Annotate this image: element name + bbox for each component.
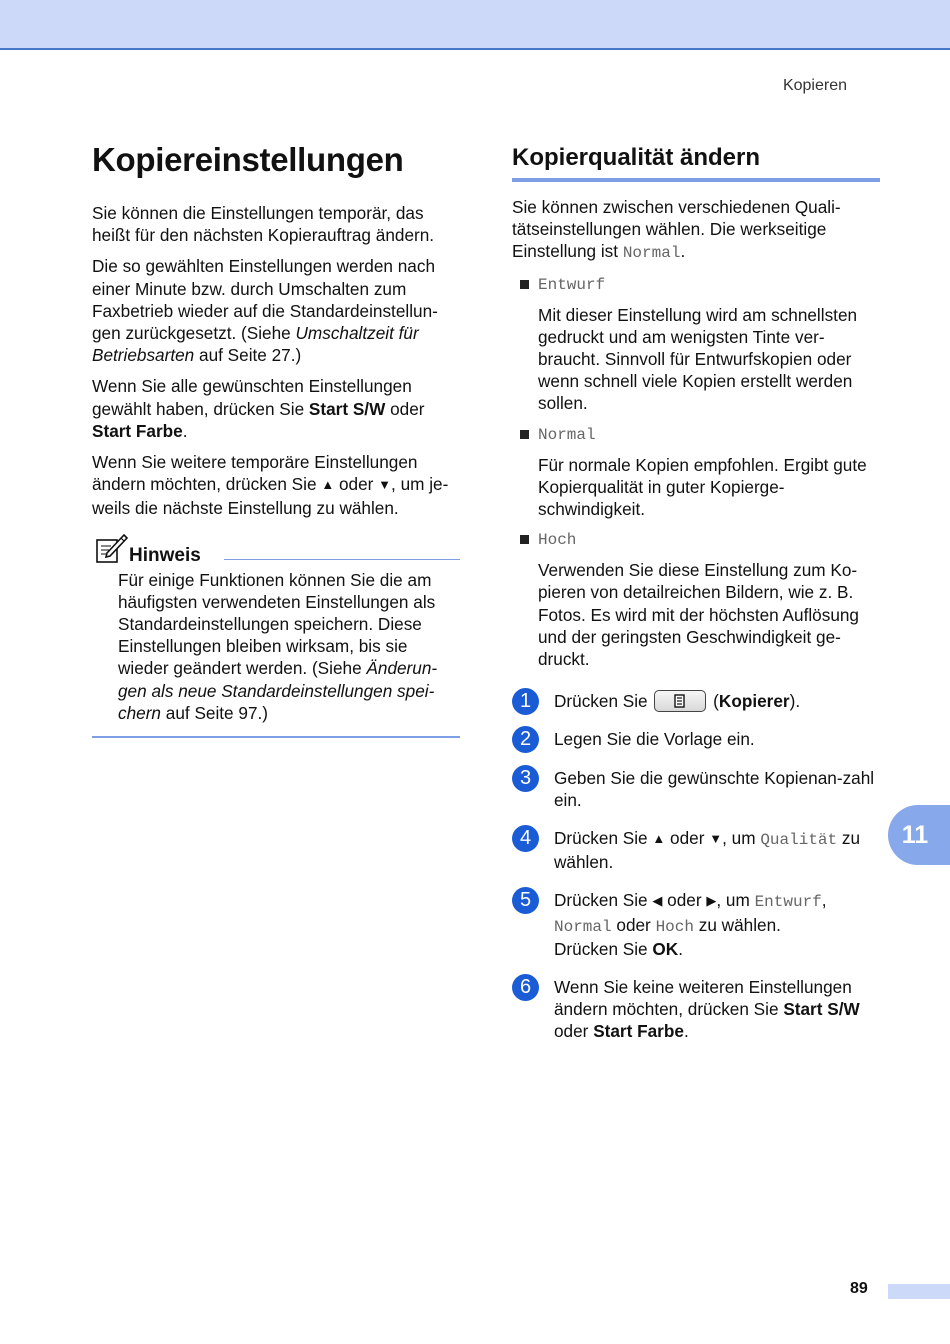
option-normal: Normal	[554, 917, 612, 936]
step-number: 6	[512, 974, 539, 1001]
option-entwurf: Entwurf	[754, 893, 822, 912]
step-text-start: Drücken Sie	[554, 890, 653, 911]
step-period: .	[683, 1021, 689, 1042]
paragraph-4-end: , um je-weils die nächste Einstellung zu wählen.	[92, 474, 449, 519]
option-description: Mit dieser Einstellung wird am schnellsten gedruckt und am wenigsten Tinte ver-braucht. Sinnvoll für Entwurfskopien oder wenn schnell viele Kopien erstellt werden sollen.	[538, 304, 858, 414]
option-item	[512, 529, 880, 670]
key-start-sw: Start S/W	[308, 398, 386, 419]
option-description: Für normale Kopien empfohlen. Ergibt gute Kopierqualität in guter Kopierge-schwindigkeit.	[538, 454, 867, 520]
step-text-end: zu wählen.	[554, 828, 861, 873]
page-number: 89	[850, 1280, 868, 1297]
paragraph-4-or: oder	[334, 474, 379, 495]
square-bullet-icon	[520, 535, 529, 544]
intro-end: .	[680, 241, 686, 262]
step-item	[512, 827, 880, 873]
step-item	[512, 728, 880, 750]
note-label: Hinweis	[129, 544, 201, 566]
option-name: Entwurf	[538, 275, 606, 294]
step-text	[554, 889, 880, 960]
step-text: Legen Sie die Vorlage ein.	[554, 729, 755, 750]
step-text-end: zu wählen.	[693, 914, 781, 935]
intro-text: Sie können zwischen verschiedenen Quali-tätseinstellungen wählen. Die werkseitige Einstellung ist	[512, 197, 841, 262]
right-column	[512, 140, 880, 1059]
note-cross-reference: Änderun-gen als neue Standardeinstellungen spei-chern	[118, 658, 438, 723]
step-or: oder	[554, 1021, 594, 1042]
footer-tab	[888, 1284, 950, 1299]
step-or: oder	[665, 828, 710, 849]
paragraph-4	[92, 451, 460, 520]
note-header-rule	[224, 559, 460, 560]
note-bottom-rule	[92, 736, 460, 738]
key-kopierer: Kopierer	[718, 691, 790, 712]
paragraph-3-text: Wenn Sie alle gewünschten Einstellungen gewählt haben, drücken Sie	[92, 376, 412, 419]
paragraph-1: Sie können die Einstellungen temporär, das heißt für den nächsten Kopierauftrag ändern.	[92, 203, 435, 246]
intro-paragraph	[512, 196, 880, 265]
running-header: Kopieren	[782, 77, 847, 94]
option-name: Normal	[538, 425, 596, 444]
step-text-start: Drücken Sie	[554, 828, 653, 849]
menu-item-qualitaet: Qualität	[760, 831, 838, 850]
step-comma: ,	[821, 890, 827, 911]
header-band	[0, 0, 950, 50]
paragraph-2-end: auf Seite 27.)	[194, 345, 302, 366]
step-list	[512, 690, 880, 1042]
option-item	[512, 274, 880, 415]
left-arrow-icon: ◀	[652, 893, 663, 909]
step-text-line2: Drücken Sie	[554, 938, 653, 959]
square-bullet-icon	[520, 430, 529, 439]
paragraph-4-text: Wenn Sie weitere temporäre Einstellungen ändern möchten, drücken Sie	[92, 452, 418, 495]
key-ok: OK	[652, 938, 679, 959]
key-start-farbe: Start Farbe	[92, 420, 183, 441]
key-start-sw: Start S/W	[783, 999, 860, 1020]
step-text	[554, 690, 880, 712]
step-item	[512, 690, 880, 712]
step-item	[512, 976, 880, 1043]
left-column	[92, 140, 460, 738]
section-title: Kopierqualität ändern	[512, 140, 880, 182]
step-text-start: Drücken Sie	[554, 691, 653, 712]
step-text: Geben Sie die gewünschte Kopienan-zahl ein.	[554, 767, 875, 810]
step-text	[554, 827, 880, 873]
note-text-start: Für einige Funktionen können Sie die am häufigsten verwendeten Einstellungen als Standardeinstellungen speichern. Diese Einstellungen bleiben wirksam, bis sie wieder geändert werden. (Siehe	[118, 569, 436, 679]
step-number: 4	[512, 825, 539, 852]
option-description: Verwenden Sie diese Einstellung zum Ko-pieren von detailreichen Bildern, wie z. B. Fotos. Es wird mit der höchsten Auflösung und der geringsten Geschwindigkeit ge-druckt.	[538, 560, 859, 670]
copy-key-icon	[654, 690, 706, 712]
step-item	[512, 889, 880, 960]
step-number: 1	[512, 688, 539, 715]
note-text-end: auf Seite 97.)	[161, 702, 269, 723]
down-arrow-icon: ▼	[709, 831, 723, 847]
step-text	[554, 976, 880, 1043]
chapter-tab: 11	[888, 805, 950, 865]
paragraph-2-text: Die so gewählten Einstellungen werden nach einer Minute bzw. durch Umschalten zum Faxbetrieb wieder auf die Standardeinstellun-gen zurückgesetzt. (Siehe	[92, 256, 438, 344]
step-paren-open: (	[708, 691, 719, 712]
cross-reference: Umschaltzeit für Betriebsarten	[92, 323, 419, 366]
paragraph-2	[92, 255, 460, 366]
option-hoch: Hoch	[655, 917, 694, 936]
step-paren-close: ).	[789, 691, 801, 712]
note-text	[118, 569, 460, 724]
option-name: Hoch	[538, 531, 577, 550]
note-header	[92, 538, 460, 568]
step-number: 2	[512, 726, 539, 753]
up-arrow-icon: ▲	[321, 477, 335, 493]
pencil-note-icon	[94, 532, 128, 564]
page-title: Kopiereinstellungen	[92, 141, 404, 178]
step-number: 5	[512, 887, 539, 914]
note-box	[92, 538, 460, 738]
right-arrow-icon: ▶	[706, 893, 717, 909]
step-um: , um	[722, 828, 761, 849]
step-or-2: oder	[611, 914, 656, 935]
down-arrow-icon: ▼	[378, 477, 392, 493]
step-text-start: Wenn Sie keine weiteren Einstellungen ändern möchten, drücken Sie	[554, 977, 852, 1020]
up-arrow-icon: ▲	[652, 831, 666, 847]
key-start-farbe: Start Farbe	[593, 1021, 684, 1042]
paragraph-3	[92, 375, 460, 442]
step-number: 3	[512, 765, 539, 792]
step-period: .	[678, 938, 683, 959]
step-um: , um	[716, 890, 755, 911]
step-or: oder	[662, 890, 707, 911]
square-bullet-icon	[520, 280, 529, 289]
step-item	[512, 767, 880, 811]
option-item	[512, 424, 880, 521]
paragraph-3-end: .	[182, 420, 188, 441]
paragraph-3-or: oder	[385, 398, 425, 419]
default-setting: Normal	[622, 244, 681, 263]
